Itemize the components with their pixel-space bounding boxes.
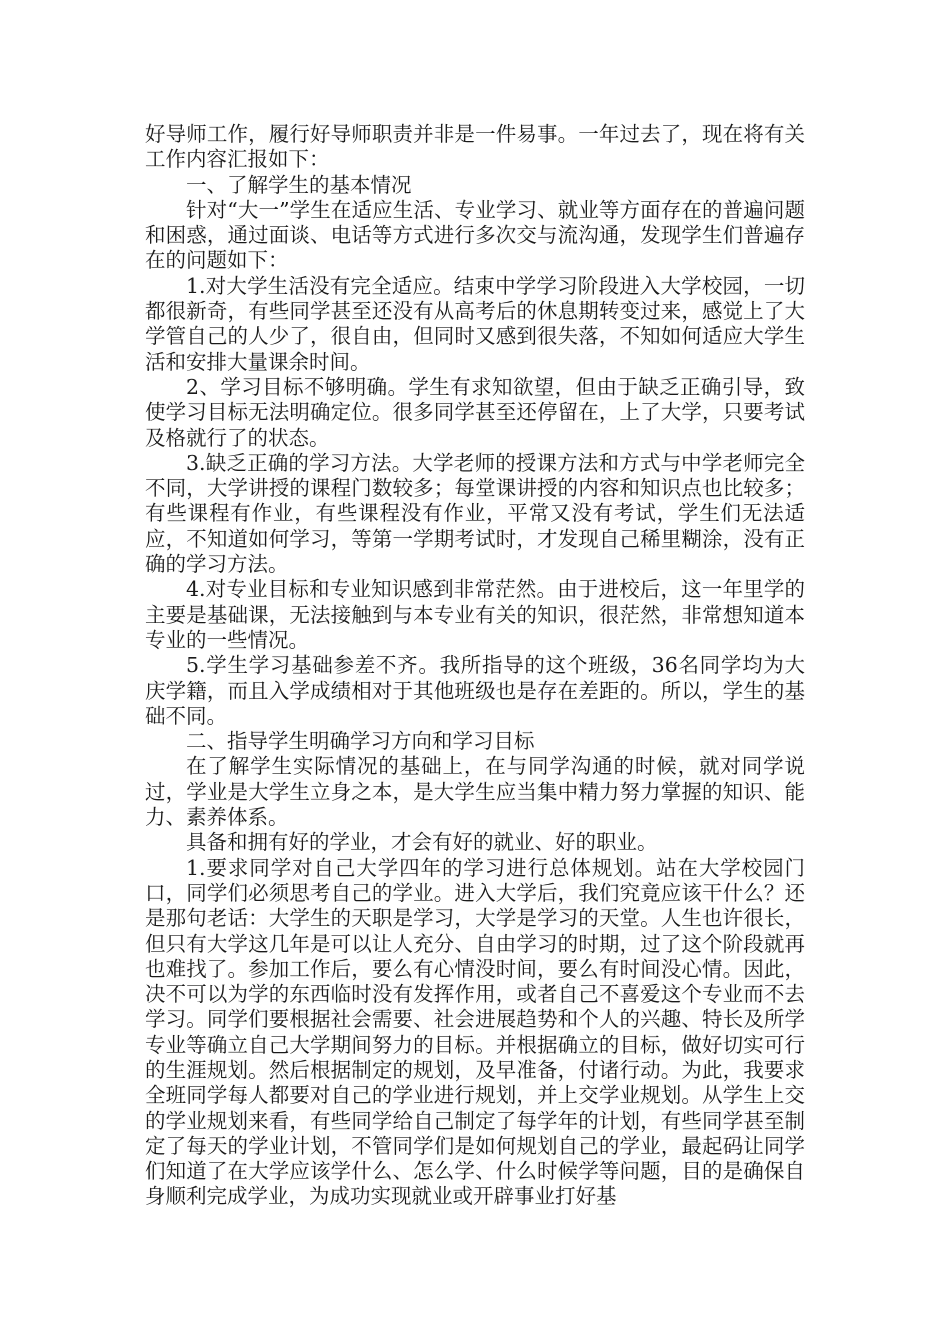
paragraph-problem-2: 2、学习目标不够明确。学生有求知欲望，但由于缺乏正确引导，致使学习目标无法明确定位。很多同学甚至还停留在，上了大学，只要考试及格就行了的状态。: [145, 374, 805, 450]
paragraph-intro: 好导师工作，履行好导师职责并非是一件易事。一年过去了，现在将有关工作内容汇报如下：: [145, 122, 805, 172]
paragraph-problem-1: 1.对大学生活没有完全适应。结束中学学习阶段进入大学校园，一切都很新奇，有些同学甚至还没有从高考后的休息期转变过来，感觉上了大学管自己的人少了，很自由，但同时又感到很失落，不知如何适应大学生活和安排大量课余时间。: [145, 273, 805, 374]
paragraph-problem-3: 3.缺乏正确的学习方法。大学老师的授课方法和方式与中学老师完全不同，大学讲授的课程门数较多；每堂课讲授的内容和知识点也比较多；有些课程有作业，有些课程没有作业，平常又没有考试，学生们无法适应，不知道如何学习，等第一学期考试时，才发现自己稀里糊涂，没有正确的学习方法。: [145, 450, 805, 577]
paragraph-problem-5: 5.学生学习基础参差不齐。我所指导的这个班级，36名同学均为大庆学籍，而且入学成绩相对于其他班级也是存在差距的。所以，学生的基础不同。: [145, 653, 805, 728]
section-heading-2: 二、指导学生明确学习方向和学习目标: [186, 729, 535, 754]
paragraph-guidance-statement: 具备和拥有好的学业，才会有好的就业、好的职业。: [186, 830, 658, 855]
document-body: [145, 122, 805, 1210]
paragraph-problems-intro: 针对“大一”学生在适应生活、专业学习、就业等方面存在的普遍问题和困惑，通过面谈、电话等方式进行多次交与流沟通，发现学生们普遍存在的问题如下：: [145, 197, 805, 273]
paragraph-guidance-1: 1.要求同学对自己大学四年的学习进行总体规划。站在大学校园门口，同学们必须思考自己的学业。进入大学后，我们究竟应该干什么？还是那句老话：大学生的天职是学习，大学是学习的天堂。人生也许很长，但只有大学这几年是可以让人充分、自由学习的时期，过了这个阶段就再也难找了。参加工作后，要么有心情没时间，要么有时间没心情。因此，决不可以为学的东西临时没有发挥作用，或者自己不喜爱这个专业而不去学习。同学们要根据社会需要、社会进展趋势和个人的兴趣、特长及所学专业等确立自己大学期间努力的目标。并根据确立的目标，做好切实可行的生涯规划。然后根据制定的规划，及早准备，付诸行动。为此，我要求全班同学每人都要对自己的学业进行规划，并上交学业规划。从学生上交的学业规划来看，有些同学给自己制定了每学年的计划，有些同学甚至制定了每天的学业计划，不管同学们是如何规划自己的学业，最起码让同学们知道了在大学应该学什么、怎么学、什么时候学等问题，目的是确保自身顺利完成学业，为成功实现就业或开辟事业打好基: [145, 855, 805, 1209]
paragraph-guidance-intro: 在了解学生实际情况的基础上，在与同学沟通的时候，就对同学说过，学业是大学生立身之本，是大学生应当集中精力努力掌握的知识、能力、素养体系。: [145, 754, 805, 830]
section-heading-1: 一、了解学生的基本情况: [186, 172, 412, 197]
paragraph-problem-4: 4.对专业目标和专业知识感到非常茫然。由于进校后，这一年里学的主要是基础课，无法接触到与本专业有关的知识，很茫然，非常想知道本专业的一些情况。: [145, 577, 805, 652]
